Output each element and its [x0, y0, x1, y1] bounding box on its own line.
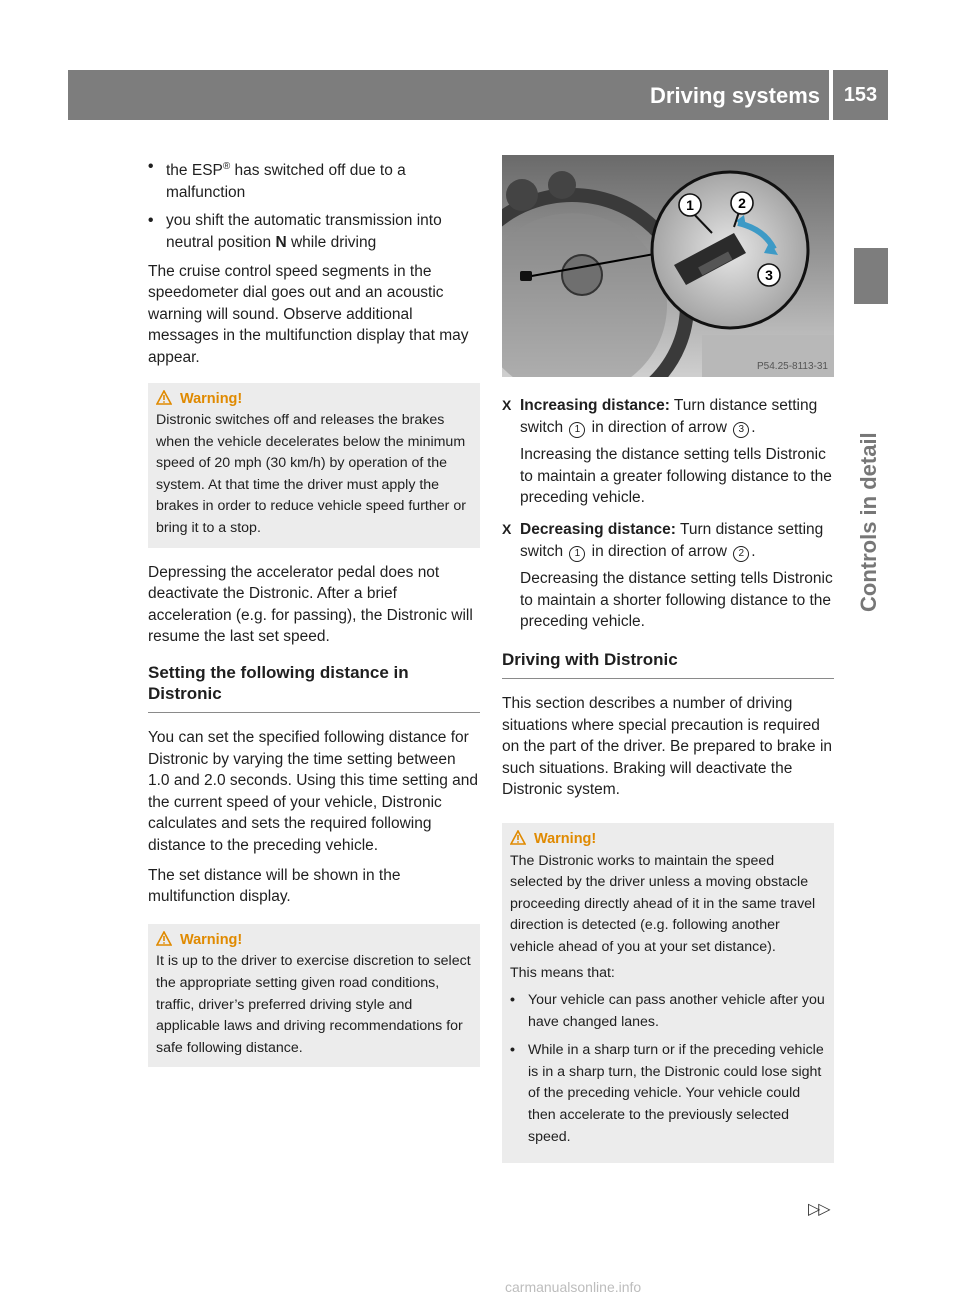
steering-switch-photo — [502, 155, 834, 377]
step-note: Decreasing the distance setting tells Distronic to maintain a shorter following distance to the preceding vehicle. — [520, 570, 833, 631]
heading-rule — [148, 712, 480, 713]
svg-text:1: 1 — [686, 197, 694, 213]
svg-text:3: 3 — [765, 267, 773, 283]
warning-text: Distronic switches off and releases the brakes when the vehicle decelerates below the minimum speed of 20 mph (30 km/h) by operation of the system. At that time the driver must apply the brakes in order to reduce vehicle speed further or bring it to a stop. — [156, 412, 466, 537]
side-tab — [854, 248, 888, 304]
warning-triangle-icon — [156, 931, 172, 946]
bullet-icon: • — [510, 1042, 515, 1059]
list-item: • While in a sharp turn or if the preceding vehicle is in a sharp turn, the Distronic could lose sight of the preceding vehicle. Your vehicle could then accelerate to the previously selected speed. — [510, 1042, 824, 1145]
list-item: • Your vehicle can pass another vehicle after you have changed lanes. — [510, 992, 825, 1030]
bullet-icon: • — [510, 992, 515, 1009]
svg-text:2: 2 — [738, 195, 746, 211]
warning-title: Warning! — [179, 931, 243, 948]
instruction-step: X Increasing distance: Turn distance setting switch 1 in direction of arrow 3 . Increasing the distance setting tells Distronic to maintain a greater following distance to the preceding vehicle. — [502, 395, 834, 509]
section-title: Driving systems — [650, 83, 820, 108]
warning-box — [148, 383, 480, 548]
list-item: • the ESP® has switched off due to a malfunction — [148, 158, 406, 201]
warning-box — [502, 823, 834, 1163]
warning-text: The Distronic works to maintain the speed selected by the driver unless a moving obstacle proceeding directly ahead of it in the same travel direction is detected (e.g. following another vehicle ahead of you at your set distance). — [510, 852, 816, 955]
step-marker-icon: X — [502, 397, 512, 413]
warning-box — [148, 924, 480, 1068]
paragraph: You can set the specified following distance for Distronic by varying the time setting between 1.0 and 2.0 seconds. Using this time setting and the current speed of your vehicle, Distronic calculates and sets the required following distance to the preceding vehicle. — [148, 729, 479, 854]
paragraph: This section describes a number of driving situations where special precaution is required on the part of the driver. Be prepared to brake in such situations. Braking will deactivate the Distronic system. — [502, 694, 833, 799]
section-heading: Setting the following distance in Distronic — [148, 663, 409, 704]
warning-triangle-icon — [510, 830, 526, 845]
continue-arrows-icon: ▷▷ — [808, 1201, 829, 1218]
watermark: carmanualsonline.info — [505, 1279, 642, 1295]
warning-subtext: This means that: — [510, 965, 615, 982]
warning-text: It is up to the driver to exercise discretion to select the appropriate setting given road conditions, traffic, driver’s preferred driving style and applicable laws and driving recommendations for safe following distance. — [156, 953, 471, 1056]
right-column — [502, 395, 834, 1163]
page-number: 153 — [833, 70, 888, 120]
paragraph: Depressing the accelerator pedal does not deactivate the Distronic. After a brief acceleration (e.g. for passing), the Distronic will resume the last set speed. — [148, 563, 473, 646]
step-marker-icon: X — [502, 520, 512, 537]
bullet-icon: • — [148, 212, 154, 230]
paragraph: The cruise control speed segments in the speedometer dial goes out and an acoustic warning will sound. Observe additional messages in the multifunction display that may appear. — [148, 262, 469, 366]
step-note: Increasing the distance setting tells Distronic to maintain a greater following distance to the preceding vehicle. — [520, 446, 832, 507]
list-item: • you shift the automatic transmission into neutral position N while driving — [148, 212, 442, 251]
instruction-step: X Decreasing distance: Turn distance setting switch 1 in direction of arrow 2 . Decreasing the distance setting tells Distronic to maintain a shorter following distance to the preceding vehicle. — [502, 519, 834, 633]
figure-code: P54.25-8113-31 — [757, 361, 828, 372]
left-column — [148, 156, 480, 1067]
side-label-text: Controls in detail — [856, 432, 881, 612]
bullet-icon: • — [148, 158, 154, 175]
section-heading: Driving with Distronic — [502, 649, 678, 669]
paragraph: The set distance will be shown in the multifunction display. — [148, 866, 401, 906]
side-label — [852, 310, 890, 610]
warning-title: Warning! — [533, 830, 597, 847]
heading-rule — [502, 678, 834, 679]
header-bar — [68, 70, 834, 120]
warning-triangle-icon — [156, 390, 172, 405]
warning-title: Warning! — [179, 390, 243, 407]
